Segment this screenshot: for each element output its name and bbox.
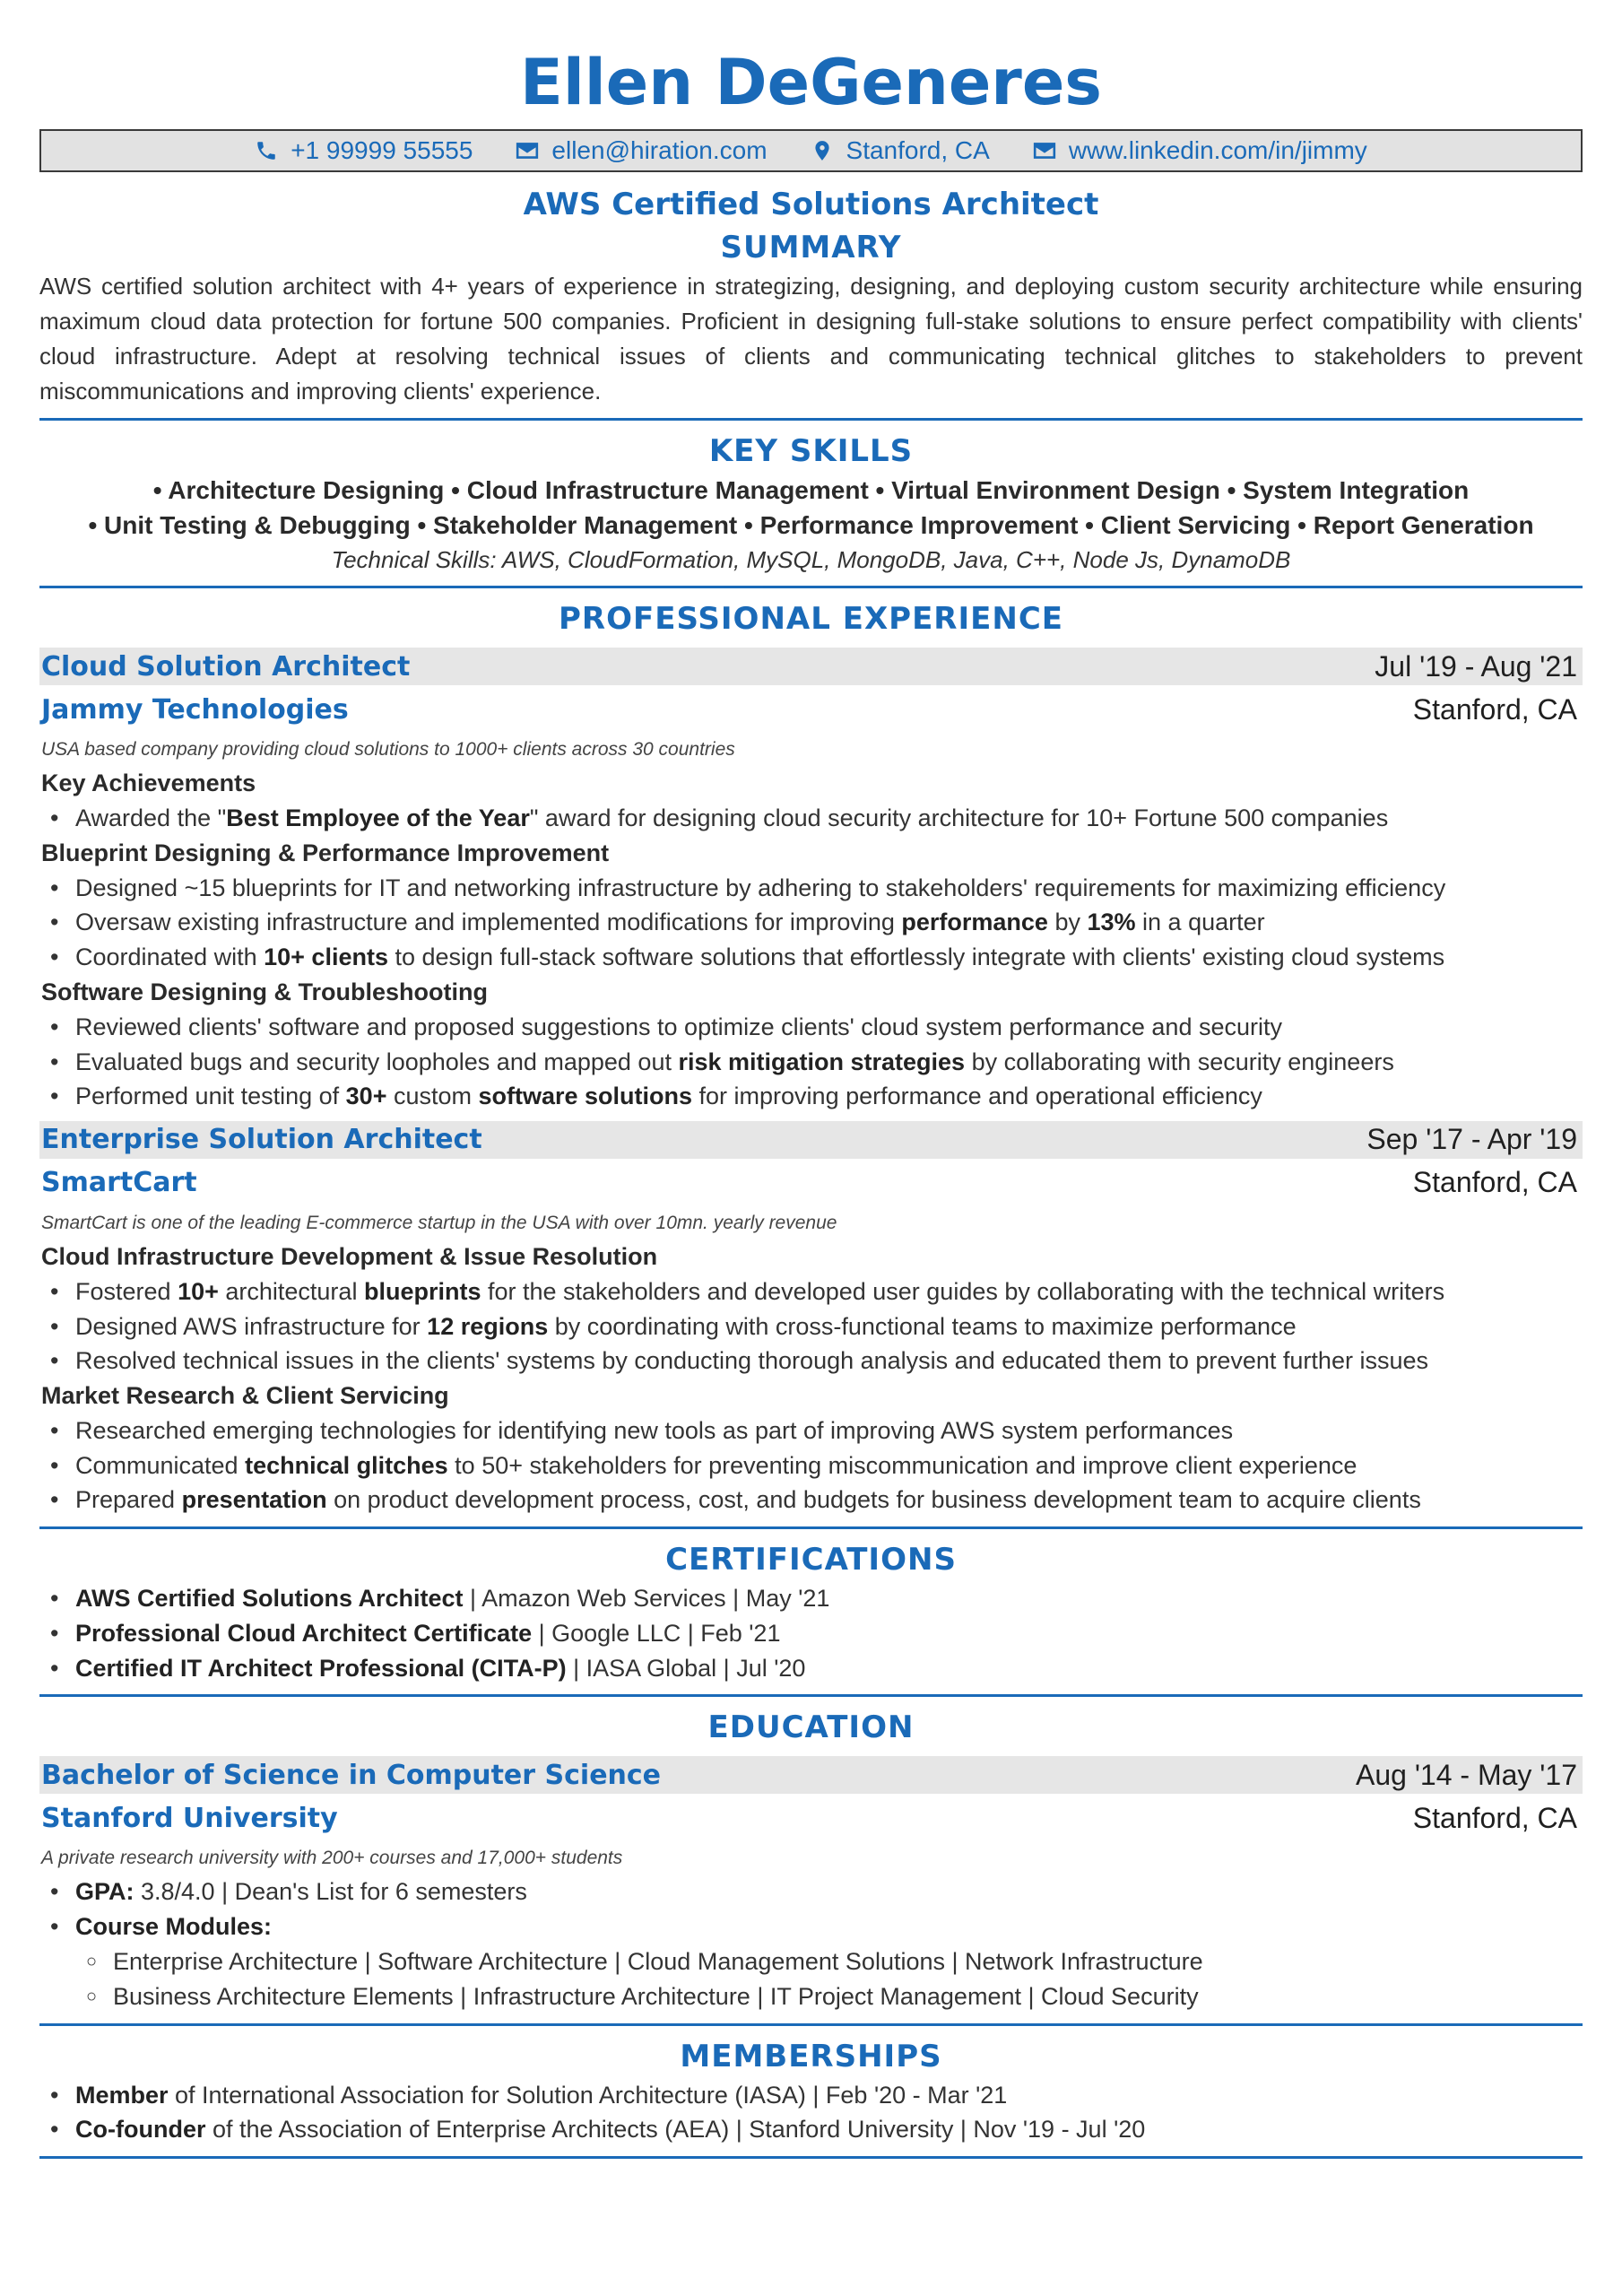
certifications-title: CERTIFICATIONS — [665, 1542, 957, 1578]
degree-bar — [39, 1756, 1583, 1794]
linkedin-url[interactable]: www.linkedin.com/in/jimmy — [1068, 136, 1367, 164]
achievement-list — [39, 1413, 1583, 1518]
section-divider — [39, 2023, 1583, 2026]
contact-bar — [39, 129, 1583, 172]
achievement-item: • Oversaw existing infrastructure and implemented modifications for improving performance by 13% in a quarter — [39, 905, 1583, 940]
contact-linkedin[interactable] — [1033, 136, 1367, 165]
achievement-list — [39, 871, 1583, 975]
achievement-list — [39, 1010, 1583, 1114]
education-item: • GPA: 3.8/4.0 | Dean's List for 6 semesters — [39, 1874, 1583, 1909]
location-text: Stanford, CA — [846, 136, 990, 164]
school-row — [39, 1794, 1583, 1842]
company-description: SmartCart is one of the leading E-commerce startup in the USA with over 10mn. yearly revenue — [41, 1212, 837, 1233]
bold-text: GPA: — [75, 1878, 134, 1906]
company-name: Jammy Technologies — [41, 693, 349, 726]
email-address[interactable]: ellen@hiration.com — [551, 136, 768, 164]
job-title-bar — [39, 648, 1583, 685]
section-divider — [39, 1694, 1583, 1697]
phone-icon — [255, 139, 278, 162]
bold-text: Course Modules: — [75, 1912, 273, 1940]
achievement-item: • Coordinated with 10+ clients to design full-stack software solutions that effortlessly integrate with clients' existing cloud systems — [39, 940, 1583, 975]
bold-text: AWS Certified Solutions Architect — [75, 1585, 464, 1613]
bold-text: Best Employee of the Year — [226, 804, 530, 831]
achievement-list — [39, 801, 1583, 836]
email-icon — [1033, 139, 1056, 162]
summary-text: AWS certified solution architect with 4+ years of experience in strategizing, designing, and deploying custom security architecture while ensuring maximum cloud data protection for fortune 500 companies. Proficient in designing full-stake solutions to ensure perfect compatibility with clients' cloud infrastructure. Adept at resolving technical issues of clients and communicating technical glitches to stakeholders to prevent miscommunications and improving clients' experience. — [39, 273, 1583, 404]
bold-text: 10+ clients — [264, 944, 388, 971]
certifications-list — [39, 1581, 1583, 1685]
certification-item: • Certified IT Architect Professional (CITA-P) | IASA Global | Jul '20 — [39, 1651, 1583, 1686]
contact-email[interactable] — [516, 136, 767, 165]
candidate-name: Ellen DeGeneres — [520, 46, 1102, 119]
company-row — [39, 685, 1583, 734]
job-title: Cloud Solution Architect — [41, 650, 411, 683]
school-description: A private research university with 200+ courses and 17,000+ students — [41, 1848, 623, 1869]
section-divider — [39, 2156, 1583, 2159]
education-item — [39, 1909, 1583, 1944]
experience-title: PROFESSIONAL EXPERIENCE — [559, 601, 1063, 637]
achievement-item: • Resolved technical issues in the clients' systems by conducting thorough analysis and educated them to prevent further issues — [39, 1344, 1583, 1378]
headline: AWS Certified Solutions Architect — [523, 187, 1099, 222]
memberships-title: MEMBERSHIPS — [680, 2038, 942, 2074]
skills-line-1: • Architecture Designing • Cloud Infrastructure Management • Virtual Environment Design • System Integration — [152, 476, 1470, 504]
technical-skills: Technical Skills: AWS, CloudFormation, MySQL, MongoDB, Java, C++, Node Js, DynamoDB — [331, 546, 1291, 573]
degree-date: Aug '14 - May '17 — [1355, 1758, 1577, 1791]
achievement-heading: Key Achievements — [41, 770, 256, 796]
section-divider — [39, 418, 1583, 421]
bold-text: Co-founder — [75, 2116, 206, 2144]
achievement-item: • Reviewed clients' software and proposed suggestions to optimize clients' cloud system performance and security — [39, 1010, 1583, 1045]
bold-text: 30+ — [345, 1083, 387, 1110]
membership-item: • Member of International Association for Solution Architecture (IASA) | Feb '20 - Mar '21 — [39, 2078, 1583, 2113]
contact-location — [811, 136, 990, 165]
degree-title: Bachelor of Science in Computer Science — [41, 1759, 662, 1791]
achievement-item: • Prepared presentation on product development process, cost, and budgets for business development team to acquire clients — [39, 1483, 1583, 1518]
membership-item: • Co-founder of the Association of Enterprise Architects (AEA) | Stanford University | Nov '19 - Jul '20 — [39, 2112, 1583, 2147]
skills-title: KEY SKILLS — [708, 433, 914, 469]
company-row — [39, 1159, 1583, 1207]
bold-text: Member — [75, 2081, 169, 2109]
phone-number: +1 99999 55555 — [291, 136, 473, 164]
achievement-item: • Performed unit testing of 30+ custom software solutions for improving performance and operational efficiency — [39, 1079, 1583, 1114]
job-location: Stanford, CA — [1412, 692, 1577, 726]
job-date: Jul '19 - Aug '21 — [1375, 649, 1577, 683]
job-location: Stanford, CA — [1412, 1166, 1577, 1199]
job-title: Enterprise Solution Architect — [41, 1124, 482, 1156]
section-divider — [39, 1526, 1583, 1529]
education-bullets — [39, 1874, 1583, 1944]
bold-text: 12 regions — [427, 1312, 549, 1340]
education-title: EDUCATION — [707, 1709, 915, 1746]
course-module-item: ○ Business Architecture Elements | Infrastructure Architecture | IT Project Management | Cloud Security — [39, 1979, 1583, 2014]
location-pin-icon — [811, 139, 834, 162]
bold-text: technical glitches — [245, 1451, 448, 1479]
course-modules-list — [39, 1944, 1583, 2014]
section-divider — [39, 586, 1583, 588]
certification-item: • AWS Certified Solutions Architect | Amazon Web Services | May '21 — [39, 1581, 1583, 1616]
skills-line-2: • Unit Testing & Debugging • Stakeholder Management • Performance Improvement • Client Servicing • Report Generation — [88, 511, 1534, 539]
achievement-item: • Designed ~15 blueprints for IT and networking infrastructure by adhering to stakeholders' requirements for maximizing efficiency — [39, 871, 1583, 906]
bold-text: software solutions — [478, 1083, 693, 1110]
bold-text: 10+ — [178, 1277, 219, 1305]
achievement-item: • Communicated technical glitches to 50+ stakeholders for preventing miscommunication and improve client experience — [39, 1448, 1583, 1483]
bold-text: Professional Cloud Architect Certificate — [75, 1619, 533, 1647]
achievement-heading: Market Research & Client Servicing — [41, 1382, 449, 1410]
memberships-list — [39, 2078, 1583, 2147]
company-description: USA based company providing cloud solutions to 1000+ clients across 30 countries — [41, 739, 735, 760]
course-module-item: ○ Enterprise Architecture | Software Architecture | Cloud Management Solutions | Network Infrastructure — [39, 1944, 1583, 1979]
achievement-item: • Designed AWS infrastructure for 12 regions by coordinating with cross-functional teams to maximize performance — [39, 1309, 1583, 1344]
experience-list — [39, 648, 1583, 1518]
contact-phone — [255, 136, 473, 165]
bold-text: Certified IT Architect Professional (CITA-P) — [75, 1654, 567, 1682]
job-date: Sep '17 - Apr '19 — [1366, 1123, 1577, 1156]
bold-text: blueprints — [363, 1277, 481, 1305]
school-name: Stanford University — [41, 1802, 338, 1834]
achievement-item: • Evaluated bugs and security loopholes and mapped out risk mitigation strategies by collaborating with security engineers — [39, 1045, 1583, 1080]
achievement-heading: Blueprint Designing & Performance Improvement — [41, 839, 610, 866]
achievement-item: • Researched emerging technologies for identifying new tools as part of improving AWS system performances — [39, 1413, 1583, 1448]
summary-title: SUMMARY — [720, 230, 902, 265]
email-icon — [516, 139, 539, 162]
achievement-list — [39, 1274, 1583, 1378]
job-title-bar — [39, 1121, 1583, 1159]
achievement-heading: Cloud Infrastructure Development & Issue Resolution — [41, 1242, 658, 1270]
achievement-heading: Software Designing & Troubleshooting — [41, 978, 489, 1005]
company-name: SmartCart — [41, 1167, 197, 1199]
achievement-item: • Fostered 10+ architectural blueprints for the stakeholders and developed user guides by collaborating with the technical writers — [39, 1274, 1583, 1309]
achievement-item: • Awarded the "Best Employee of the Year" award for designing cloud security architecture for 10+ Fortune 500 companies — [39, 801, 1583, 836]
school-location: Stanford, CA — [1412, 1801, 1577, 1834]
bold-text: presentation — [181, 1486, 327, 1514]
bold-text: risk mitigation strategies — [678, 1048, 966, 1075]
bold-text: performance — [901, 909, 1048, 936]
certification-item: • Professional Cloud Architect Certificate | Google LLC | Feb '21 — [39, 1616, 1583, 1651]
bold-text: 13% — [1087, 909, 1136, 936]
